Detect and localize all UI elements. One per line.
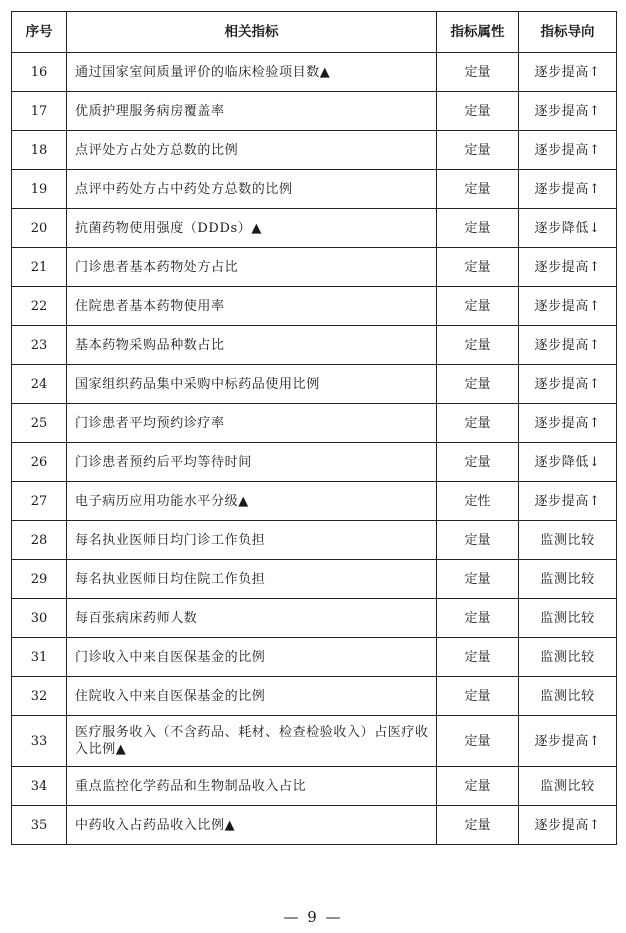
table-row bbox=[12, 365, 617, 404]
table-row bbox=[12, 404, 617, 443]
table-row bbox=[12, 767, 617, 806]
row-direction: 逐步降低↓ bbox=[519, 443, 617, 482]
row-number: 18 bbox=[12, 131, 67, 170]
row-indicator: 医疗服务收入（不含药品、耗材、检查检验收入）占医疗收入比例▲ bbox=[67, 716, 437, 767]
row-attribute: 定量 bbox=[437, 599, 519, 638]
indicator-table-container bbox=[11, 11, 616, 845]
table-row bbox=[12, 806, 617, 845]
row-number: 22 bbox=[12, 287, 67, 326]
row-number: 23 bbox=[12, 326, 67, 365]
row-direction: 逐步提高↑ bbox=[519, 326, 617, 365]
row-indicator: 抗菌药物使用强度（DDDs）▲ bbox=[67, 209, 437, 248]
row-direction: 逐步提高↑ bbox=[519, 170, 617, 209]
table-row bbox=[12, 638, 617, 677]
row-attribute: 定量 bbox=[437, 806, 519, 845]
row-number: 30 bbox=[12, 599, 67, 638]
row-number: 35 bbox=[12, 806, 67, 845]
page-number: — 9 — bbox=[283, 908, 343, 926]
row-number: 29 bbox=[12, 560, 67, 599]
row-indicator: 中药收入占药品收入比例▲ bbox=[67, 806, 437, 845]
row-number: 20 bbox=[12, 209, 67, 248]
row-attribute: 定量 bbox=[437, 131, 519, 170]
row-direction: 逐步提高↑ bbox=[519, 404, 617, 443]
row-indicator: 门诊患者基本药物处方占比 bbox=[67, 248, 437, 287]
row-number: 28 bbox=[12, 521, 67, 560]
row-number: 16 bbox=[12, 53, 67, 92]
row-attribute: 定量 bbox=[437, 560, 519, 599]
row-attribute: 定量 bbox=[437, 443, 519, 482]
row-indicator: 基本药物采购品种数占比 bbox=[67, 326, 437, 365]
row-attribute: 定量 bbox=[437, 248, 519, 287]
row-number: 25 bbox=[12, 404, 67, 443]
row-direction: 逐步提高↑ bbox=[519, 92, 617, 131]
table-row bbox=[12, 92, 617, 131]
row-indicator: 通过国家室间质量评价的临床检验项目数▲ bbox=[67, 53, 437, 92]
table-row bbox=[12, 209, 617, 248]
row-direction: 监测比较 bbox=[519, 560, 617, 599]
row-direction: 监测比较 bbox=[519, 677, 617, 716]
table-row bbox=[12, 53, 617, 92]
table-row bbox=[12, 716, 617, 767]
row-indicator: 点评处方占处方总数的比例 bbox=[67, 131, 437, 170]
row-indicator: 每名执业医师日均门诊工作负担 bbox=[67, 521, 437, 560]
table-row bbox=[12, 326, 617, 365]
row-indicator: 优质护理服务病房覆盖率 bbox=[67, 92, 437, 131]
row-attribute: 定量 bbox=[437, 404, 519, 443]
table-row bbox=[12, 677, 617, 716]
row-direction: 监测比较 bbox=[519, 521, 617, 560]
row-indicator: 国家组织药品集中采购中标药品使用比例 bbox=[67, 365, 437, 404]
table-row bbox=[12, 131, 617, 170]
table-row bbox=[12, 599, 617, 638]
row-number: 31 bbox=[12, 638, 67, 677]
row-number: 32 bbox=[12, 677, 67, 716]
row-attribute: 定量 bbox=[437, 53, 519, 92]
row-number: 17 bbox=[12, 92, 67, 131]
row-direction: 逐步提高↑ bbox=[519, 806, 617, 845]
row-direction: 监测比较 bbox=[519, 599, 617, 638]
row-direction: 监测比较 bbox=[519, 638, 617, 677]
table-row bbox=[12, 560, 617, 599]
row-direction: 逐步提高↑ bbox=[519, 365, 617, 404]
row-attribute: 定量 bbox=[437, 767, 519, 806]
header-direction: 指标导向 bbox=[519, 12, 617, 53]
row-attribute: 定量 bbox=[437, 521, 519, 560]
row-indicator: 门诊收入中来自医保基金的比例 bbox=[67, 638, 437, 677]
table-row bbox=[12, 287, 617, 326]
table-header-row bbox=[12, 12, 617, 53]
table-row bbox=[12, 482, 617, 521]
row-number: 26 bbox=[12, 443, 67, 482]
row-indicator: 重点监控化学药品和生物制品收入占比 bbox=[67, 767, 437, 806]
table-row bbox=[12, 443, 617, 482]
row-attribute: 定量 bbox=[437, 677, 519, 716]
row-indicator: 电子病历应用功能水平分级▲ bbox=[67, 482, 437, 521]
row-attribute: 定量 bbox=[437, 287, 519, 326]
row-number: 34 bbox=[12, 767, 67, 806]
row-number: 27 bbox=[12, 482, 67, 521]
row-attribute: 定性 bbox=[437, 482, 519, 521]
header-attribute: 指标属性 bbox=[437, 12, 519, 53]
row-attribute: 定量 bbox=[437, 326, 519, 365]
header-number: 序号 bbox=[12, 12, 67, 53]
row-attribute: 定量 bbox=[437, 209, 519, 248]
row-direction: 逐步提高↑ bbox=[519, 482, 617, 521]
row-direction: 监测比较 bbox=[519, 767, 617, 806]
row-direction: 逐步降低↓ bbox=[519, 209, 617, 248]
row-indicator: 住院收入中来自医保基金的比例 bbox=[67, 677, 437, 716]
row-direction: 逐步提高↑ bbox=[519, 287, 617, 326]
row-indicator: 住院患者基本药物使用率 bbox=[67, 287, 437, 326]
row-direction: 逐步提高↑ bbox=[519, 716, 617, 767]
row-direction: 逐步提高↑ bbox=[519, 248, 617, 287]
row-attribute: 定量 bbox=[437, 92, 519, 131]
row-indicator: 门诊患者预约后平均等待时间 bbox=[67, 443, 437, 482]
row-indicator: 点评中药处方占中药处方总数的比例 bbox=[67, 170, 437, 209]
table-row bbox=[12, 521, 617, 560]
row-attribute: 定量 bbox=[437, 170, 519, 209]
row-number: 24 bbox=[12, 365, 67, 404]
table-row bbox=[12, 170, 617, 209]
row-number: 19 bbox=[12, 170, 67, 209]
row-number: 33 bbox=[12, 716, 67, 767]
row-indicator: 门诊患者平均预约诊疗率 bbox=[67, 404, 437, 443]
row-attribute: 定量 bbox=[437, 638, 519, 677]
table-row bbox=[12, 248, 617, 287]
row-indicator: 每名执业医师日均住院工作负担 bbox=[67, 560, 437, 599]
row-indicator: 每百张病床药师人数 bbox=[67, 599, 437, 638]
row-number: 21 bbox=[12, 248, 67, 287]
header-indicator: 相关指标 bbox=[67, 12, 437, 53]
indicator-table bbox=[11, 11, 617, 845]
row-direction: 逐步提高↑ bbox=[519, 53, 617, 92]
row-attribute: 定量 bbox=[437, 365, 519, 404]
row-attribute: 定量 bbox=[437, 716, 519, 767]
row-direction: 逐步提高↑ bbox=[519, 131, 617, 170]
